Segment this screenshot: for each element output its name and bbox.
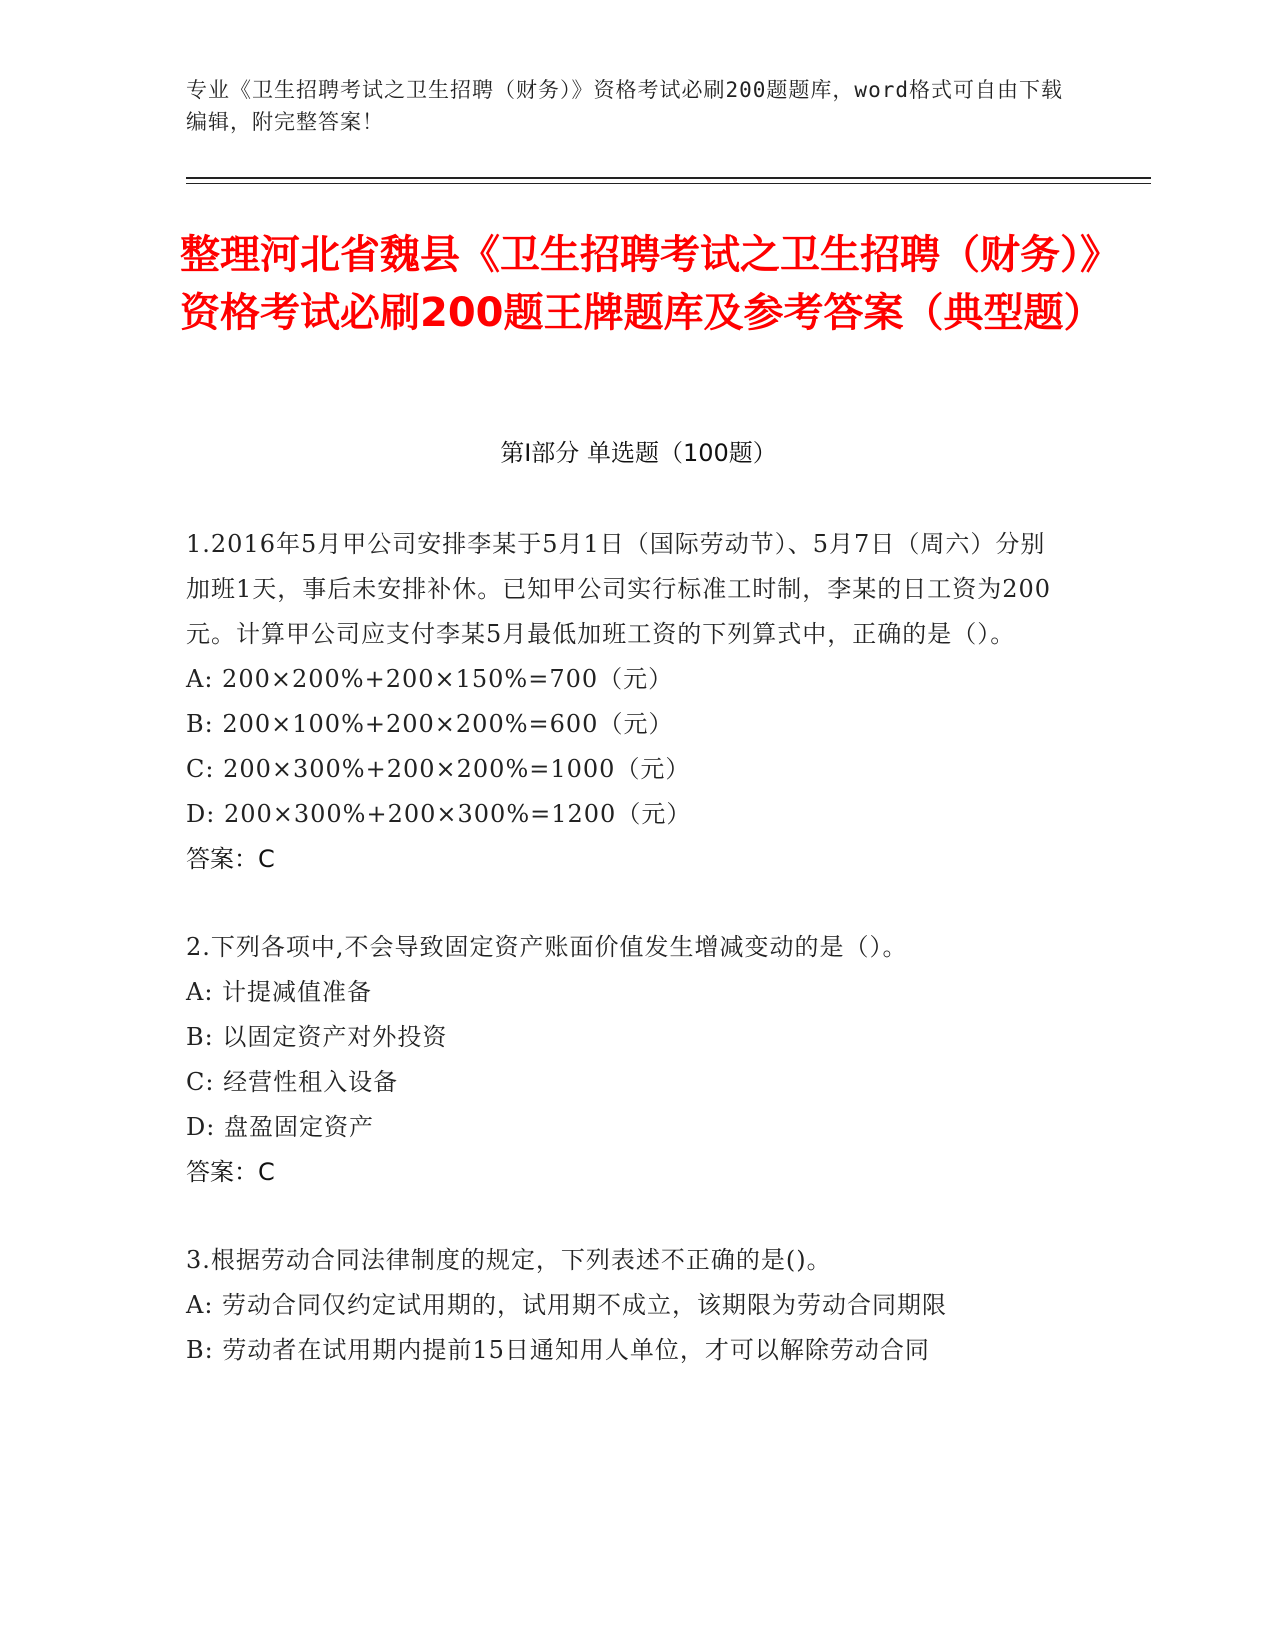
question-1 xyxy=(186,522,1066,882)
option-c: C: 经营性租入设备 xyxy=(186,1068,399,1096)
option-a: A: 200×200%+200×150%=700（元） xyxy=(186,665,674,693)
answer: 答案：C xyxy=(186,1158,275,1186)
question-text: 2.下列各项中,不会导致固定资产账面价值发生增减变动的是（）。 xyxy=(186,933,908,961)
option-a: A: 计提减值准备 xyxy=(186,978,373,1006)
option-c: C: 200×300%+200×200%=1000（元） xyxy=(186,755,691,783)
option-b: B: 劳动者在试用期内提前15日通知用人单位，才可以解除劳动合同 xyxy=(186,1336,930,1364)
section-heading: 第Ⅰ部分 单选题（100题） xyxy=(500,439,777,467)
option-a: A: 劳动合同仅约定试用期的，试用期不成立，该期限为劳动合同期限 xyxy=(186,1291,948,1319)
header-divider-thin xyxy=(186,183,1151,184)
question-list xyxy=(186,522,1066,1416)
question-text: 1.2016年5月甲公司安排李某于5月1日（国际劳动节）、5月7日（周六）分别加班1天，事后未安排补休。已知甲公司实行标准工时制，李某的日工资为200元。计算甲公司应支付李某5月最低加班工资的下列算式中，正确的是（）。 xyxy=(186,530,1052,648)
answer: 答案：C xyxy=(186,845,275,873)
header-divider-thick xyxy=(186,177,1151,179)
option-d: D: 200×300%+200×300%=1200（元） xyxy=(186,800,692,828)
question-3 xyxy=(186,1238,1066,1373)
option-b: B: 以固定资产对外投资 xyxy=(186,1023,448,1051)
question-2 xyxy=(186,925,1066,1195)
option-b: B: 200×100%+200×200%=600（元） xyxy=(186,710,674,738)
option-d: D: 盘盈固定资产 xyxy=(186,1113,374,1141)
header-note: 专业《卫生招聘考试之卫生招聘（财务）》资格考试必刷200题题库，word格式可自由下载编辑，附完整答案！ xyxy=(186,78,1063,134)
document-title: 整理河北省魏县《卫生招聘考试之卫生招聘（财务）》资格考试必刷200题王牌题库及参考答案（典型题） xyxy=(180,232,1104,336)
question-text: 3.根据劳动合同法律制度的规定，下列表述不正确的是()。 xyxy=(186,1246,832,1274)
